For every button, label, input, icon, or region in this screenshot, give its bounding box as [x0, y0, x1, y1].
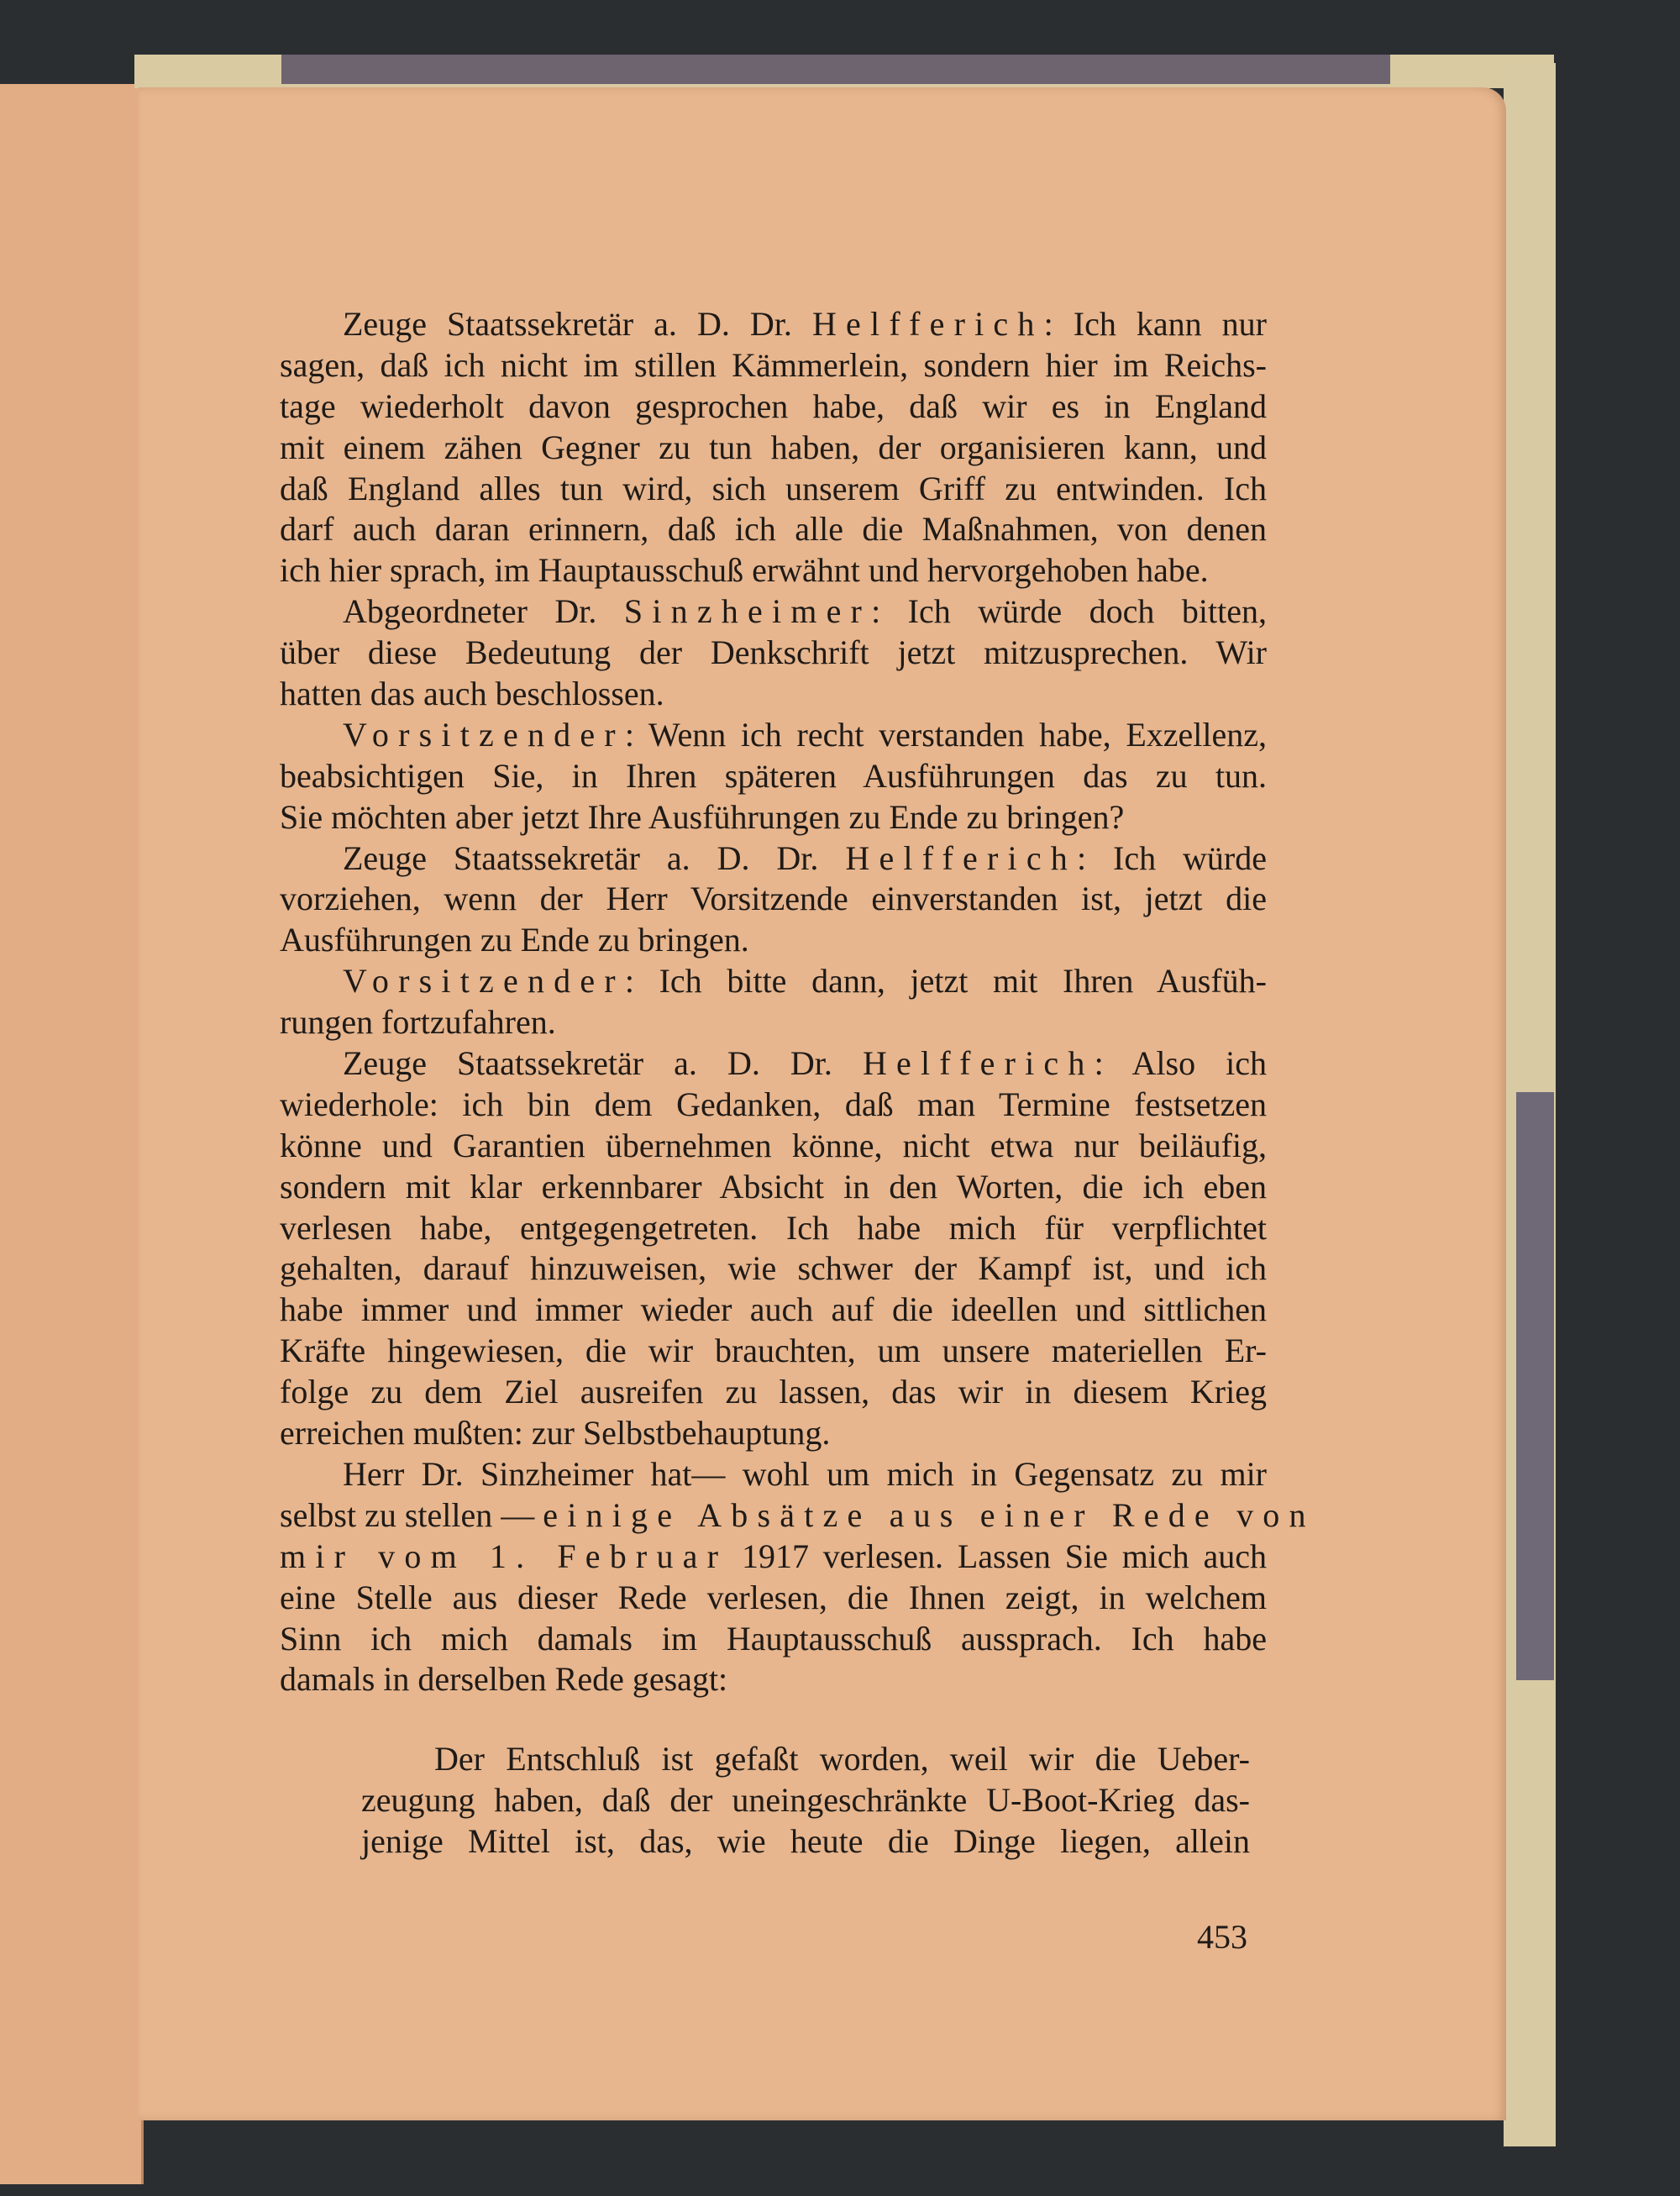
text-line [280, 469, 1267, 510]
text-line [280, 304, 1267, 345]
spaced-emphasis: Helfferich [862, 1044, 1095, 1083]
text-segment: beabsichtigen Sie, in Ihren späteren Ausführungen das zu tun. [280, 756, 1267, 795]
text-line [280, 879, 1267, 920]
text-line [280, 591, 1267, 633]
spaced-emphasis: Sinzheimer [623, 592, 872, 631]
text-line [280, 1126, 1267, 1167]
text-segment: hatten das auch beschlossen. [280, 675, 664, 713]
text-segment: zeugung haben, daß der uneingeschränkte U-Boot-Krieg das- [361, 1781, 1250, 1820]
text-line [280, 715, 1267, 756]
text-segment: : Wenn ich recht verstanden habe, Exzellenz, [624, 715, 1267, 754]
text-segment: sagen, daß ich nicht im stillen Kämmerlein, sondern hier im Reichs- [280, 345, 1267, 384]
text-line [280, 633, 1267, 674]
text-segment: könne und Garantien übernehmen könne, nicht etwa nur beiläufig, [280, 1126, 1267, 1164]
text-segment: damals in derselben Rede gesagt: [280, 1660, 728, 1699]
spaced-emphasis: Vorsitzender [343, 962, 625, 1001]
text-line [280, 920, 1267, 961]
text-segment: : Ich kann nur [1043, 305, 1268, 343]
text-line [280, 1413, 1267, 1454]
text-line [280, 1619, 1267, 1660]
text-segment: Zeuge Staatssekretär a. D. Dr. [343, 1044, 863, 1083]
text-segment: Herr Dr. Sinzheimer hat— wohl um mich in Gegensatz zu mir [343, 1454, 1267, 1493]
text-line [280, 1208, 1267, 1249]
spaced-emphasis: mir vom 1. Februar [280, 1537, 728, 1575]
text-segment: Kräfte hingewiesen, die wir brauchten, um unsere materiellen Er- [280, 1332, 1267, 1370]
text-line [280, 756, 1267, 797]
text-line [280, 1454, 1267, 1495]
text-line [280, 1043, 1267, 1085]
text-segment: jenige Mittel ist, das, wie heute die Dinge liegen, allein [361, 1822, 1250, 1861]
text-segment: über diese Bedeutung der Denkschrift jetzt mitzusprechen. Wir [280, 633, 1267, 672]
text-segment: : Also ich [1094, 1044, 1267, 1083]
text-line [280, 509, 1267, 550]
text-segment: tage wiederholt davon gesprochen habe, daß wir es in England [280, 386, 1267, 425]
spaced-emphasis: einige Absätze aus einer Rede von [543, 1495, 1315, 1534]
text-line [280, 674, 1267, 715]
text-line [280, 345, 1267, 386]
text-segment: eine Stelle aus dieser Rede verlesen, die Ihnen zeigt, in welchem [280, 1578, 1267, 1616]
text-segment: Sie möchten aber jetzt Ihre Ausführungen zu Ende zu bringen? [280, 797, 1125, 836]
text-line [280, 1002, 1267, 1043]
text-segment: verlesen habe, entgegengetreten. Ich habe mich für verpflichtet [280, 1208, 1267, 1247]
text-segment: : Ich würde [1076, 838, 1267, 877]
text-segment: ich hier sprach, im Hauptausschuß erwähnt und hervorgehoben habe. [280, 551, 1209, 590]
text-line [280, 1167, 1267, 1208]
text-line [280, 1659, 1267, 1700]
text-line [280, 1372, 1267, 1413]
paragraph [280, 961, 1267, 1043]
text-segment: 1917 verlesen. Lassen Sie mich auch [727, 1537, 1267, 1575]
text-segment: folge zu dem Ziel ausreifen zu lassen, das wir in diesem Krieg [280, 1373, 1267, 1411]
text-line [280, 1290, 1267, 1331]
text-segment: daß England alles tun wird, sich unserem Griff zu entwinden. Ich [280, 469, 1267, 507]
text-line [280, 838, 1267, 880]
paragraph [280, 1454, 1315, 1700]
page-body-text [280, 304, 1315, 1862]
text-segment: Ausführungen zu Ende zu bringen. [280, 921, 749, 959]
paragraph [280, 1043, 1267, 1454]
text-segment: : Ich bitte dann, jetzt mit Ihren Ausfüh- [624, 962, 1267, 1001]
text-segment: Der Entschluß ist gefaßt worden, weil wir die Ueber- [434, 1740, 1250, 1778]
text-line [361, 1739, 1250, 1780]
text-line [280, 961, 1267, 1002]
text-line [280, 386, 1267, 428]
text-segment: Zeuge Staatssekretär a. D. Dr. [343, 838, 846, 877]
spaced-emphasis: Helfferich [845, 838, 1077, 877]
text-line [280, 1248, 1267, 1290]
text-segment: Abgeordneter Dr. [343, 592, 624, 631]
text-line [361, 1780, 1250, 1821]
text-segment: selbst zu stellen — [280, 1495, 543, 1534]
paragraph [280, 591, 1267, 715]
text-segment: habe immer und immer wieder auch auf die ideellen und sittlichen [280, 1290, 1267, 1329]
paragraph [280, 838, 1267, 962]
text-line [280, 1331, 1267, 1372]
spaced-emphasis: Vorsitzender [343, 715, 625, 754]
text-segment: vorziehen, wenn der Herr Vorsitzende einverstanden ist, jetzt die [280, 880, 1267, 918]
text-segment: Zeuge Staatssekretär a. D. Dr. [343, 305, 812, 343]
text-segment: : Ich würde doch bitten, [871, 592, 1268, 631]
page-number: 453 [1197, 1918, 1247, 1956]
text-line [280, 1578, 1267, 1619]
text-line [280, 797, 1267, 838]
spaced-emphasis: Helfferich [811, 305, 1044, 343]
text-line [280, 1537, 1267, 1578]
text-line [280, 1085, 1267, 1126]
text-line [280, 550, 1267, 591]
paragraph [280, 715, 1267, 838]
text-segment: gehalten, darauf hinzuweisen, wie schwer der Kampf ist, und ich [280, 1249, 1267, 1288]
text-line [280, 1495, 1315, 1537]
cover-band-right [1516, 1092, 1554, 1680]
paragraph [280, 304, 1267, 591]
text-segment: Sinn ich mich damals im Hauptausschuß aussprach. Ich habe [280, 1619, 1267, 1658]
text-segment: darf auch daran erinnern, daß ich alle die Maßnahmen, von denen [280, 510, 1267, 549]
text-segment: sondern mit klar erkennbarer Absicht in den Worten, die ich eben [280, 1167, 1267, 1206]
text-segment: erreichen mußten: zur Selbstbehauptung. [280, 1414, 831, 1453]
text-segment: wiederhole: ich bin dem Gedanken, daß man Termine festsetzen [280, 1085, 1267, 1123]
text-segment: rungen fortzufahren. [280, 1003, 556, 1042]
text-line [280, 428, 1267, 469]
text-segment: mit einem zähen Gegner zu tun haben, der organisieren kann, und [280, 428, 1267, 466]
block-quote [361, 1739, 1250, 1862]
cover-band-top [281, 55, 1390, 84]
text-line [361, 1821, 1250, 1862]
left-page-edge [0, 84, 144, 2184]
